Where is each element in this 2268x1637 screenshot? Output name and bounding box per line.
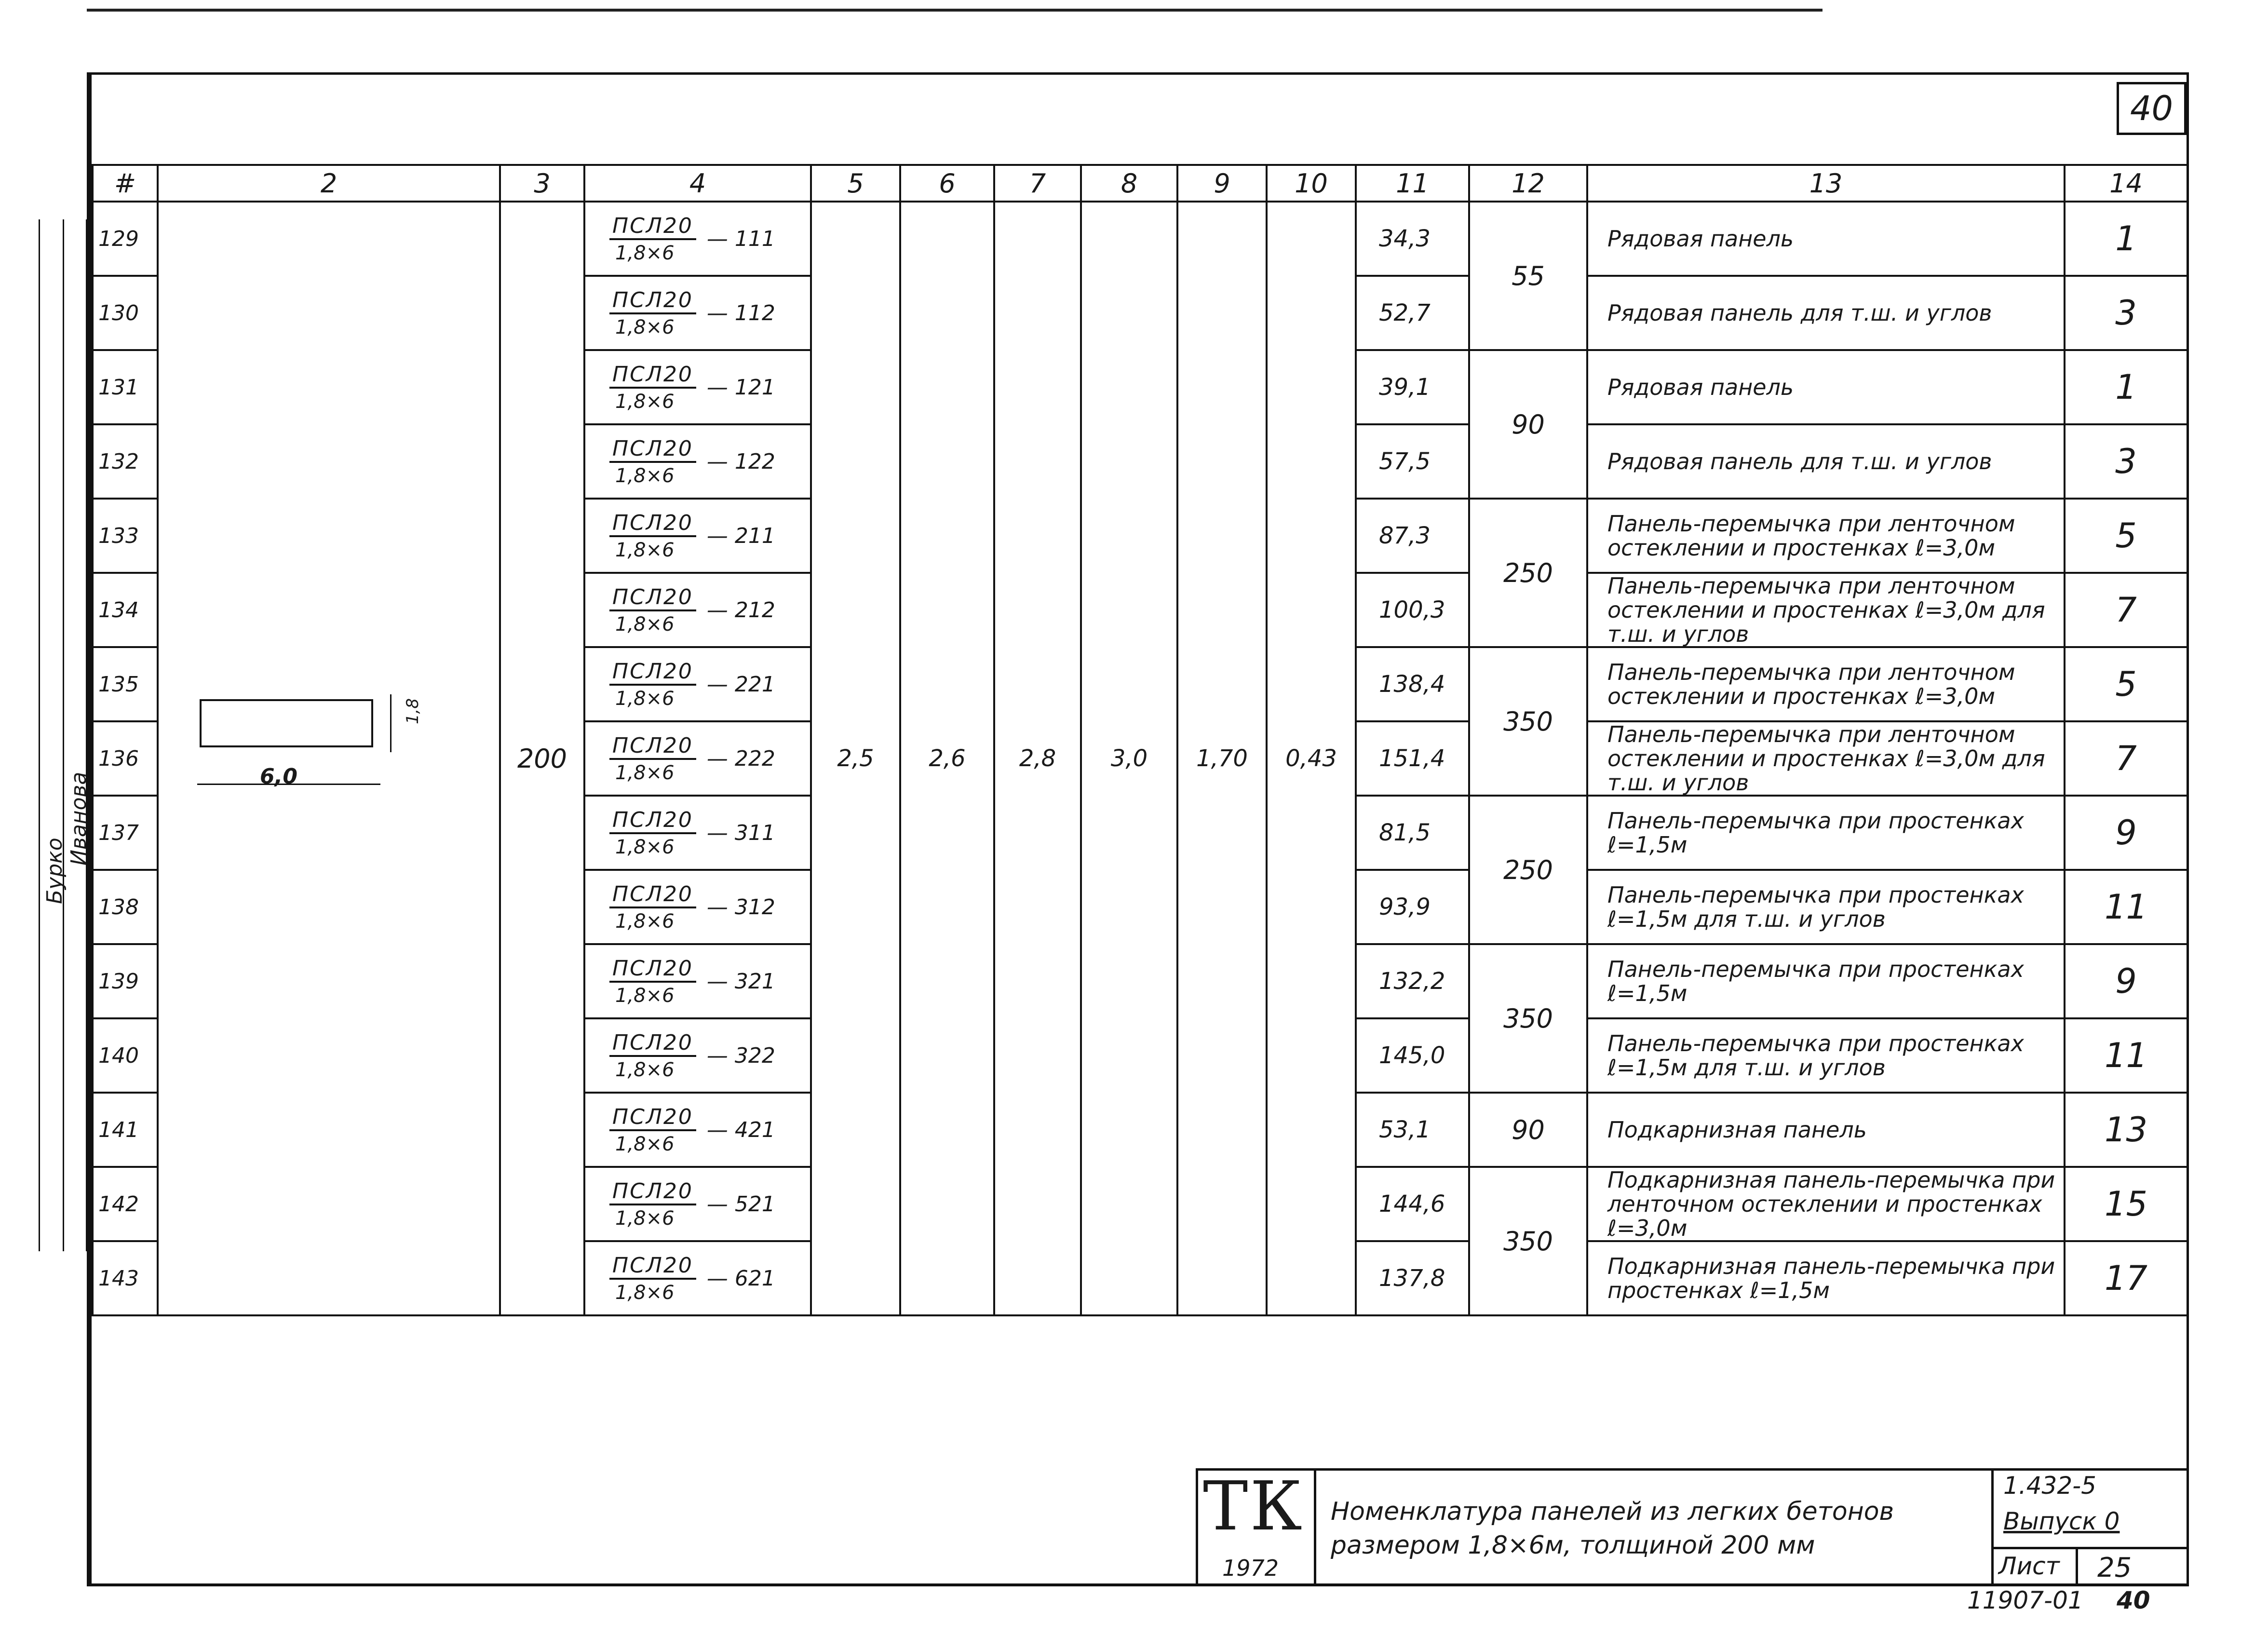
mass-value: 87,3 xyxy=(1356,499,1469,573)
mark-cell xyxy=(584,276,811,350)
mark-num: ПСЛ20 xyxy=(609,1030,696,1057)
mark-num: ПСЛ20 xyxy=(609,733,696,760)
mark-cell xyxy=(584,1241,811,1315)
mass-value: 81,5 xyxy=(1356,796,1469,870)
mark-den: 1,8×6 xyxy=(615,1281,675,1304)
sheet-ref: 7 xyxy=(2065,721,2187,796)
drawing-title: Номенклатура панелей из легких бетонов размером 1,8×6м, толщиной 200 мм xyxy=(1331,1497,1894,1560)
mark-den: 1,8×6 xyxy=(615,316,675,338)
org-code: ТК xyxy=(1203,1467,1304,1546)
stamp-divider xyxy=(39,219,40,1251)
description: Панель-перемычка при простенках ℓ=1,5м для т.ш. и углов xyxy=(1587,1018,2065,1093)
mark-cell xyxy=(584,573,811,647)
sheet-row xyxy=(1994,1547,2189,1586)
sheet-ref: 11 xyxy=(2065,870,2187,944)
mark-num: ПСЛ20 xyxy=(609,1105,696,1131)
sheet-ref: 3 xyxy=(2065,424,2187,499)
mark-code: — 212 xyxy=(706,597,775,622)
group-value: 90 xyxy=(1469,350,1587,499)
col-header: 12 xyxy=(1469,165,1587,202)
row-index: 133 xyxy=(93,499,158,573)
description: Подкарнизная панель-перемычка при ленточном остеклении и простенках ℓ=3,0м xyxy=(1587,1167,2065,1241)
mark-cell xyxy=(584,499,811,573)
org-cell xyxy=(1198,1467,1316,1584)
col7-value: 2,8 xyxy=(994,202,1081,1315)
col10-value: 0,43 xyxy=(1267,202,1356,1315)
stamp-name-1: Бурко xyxy=(42,838,67,904)
mass-value: 93,9 xyxy=(1356,870,1469,944)
mark-num: ПСЛ20 xyxy=(609,882,696,908)
mark-num: ПСЛ20 xyxy=(609,808,696,834)
thickness-cell: 200 xyxy=(500,202,584,1315)
mark-num: ПСЛ20 xyxy=(609,511,696,537)
mark-cell xyxy=(584,1167,811,1241)
row-index: 130 xyxy=(93,276,158,350)
mass-value: 34,3 xyxy=(1356,202,1469,276)
description: Рядовая панель для т.ш. и углов xyxy=(1587,424,2065,499)
panel-sketch xyxy=(158,202,500,1315)
description: Рядовая панель xyxy=(1587,202,2065,276)
group-value: 250 xyxy=(1469,796,1587,944)
mark-den: 1,8×6 xyxy=(615,836,675,858)
top-border-line xyxy=(87,9,1822,12)
row-index: 140 xyxy=(93,1018,158,1093)
row-index: 137 xyxy=(93,796,158,870)
mark-cell xyxy=(584,721,811,796)
sheet-number: 40 xyxy=(2130,89,2174,128)
mark-den: 1,8×6 xyxy=(615,687,675,710)
archive-code: 11907-01 xyxy=(1967,1586,2083,1614)
mark-code: — 421 xyxy=(706,1117,775,1142)
col-header: 3 xyxy=(500,165,584,202)
stamp-name-2: Иванова xyxy=(67,771,91,866)
mark-den: 1,8×6 xyxy=(615,1133,675,1155)
description: Рядовая панель для т.ш. и углов xyxy=(1587,276,2065,350)
group-value: 90 xyxy=(1469,1093,1587,1167)
col-header: 10 xyxy=(1267,165,1356,202)
col-header: 2 xyxy=(158,165,500,202)
row-index: 131 xyxy=(93,350,158,424)
header-row xyxy=(93,165,2187,202)
mark-num: ПСЛ20 xyxy=(609,1253,696,1280)
group-value: 350 xyxy=(1469,647,1587,796)
mark-code: — 621 xyxy=(706,1266,775,1291)
col-header: 13 xyxy=(1587,165,2065,202)
mark-code: — 521 xyxy=(706,1191,775,1217)
mark-den: 1,8×6 xyxy=(615,1058,675,1081)
mark-den: 1,8×6 xyxy=(615,984,675,1007)
group-value: 350 xyxy=(1469,944,1587,1093)
mark-den: 1,8×6 xyxy=(615,539,675,561)
row-index: 138 xyxy=(93,870,158,944)
sheet-ref: 1 xyxy=(2065,350,2187,424)
mass-value: 57,5 xyxy=(1356,424,1469,499)
row-index: 143 xyxy=(93,1241,158,1315)
mark-den: 1,8×6 xyxy=(615,761,675,784)
description: Подкарнизная панель xyxy=(1587,1093,2065,1167)
mass-value: 52,7 xyxy=(1356,276,1469,350)
row-index: 129 xyxy=(93,202,158,276)
sketch-width-dim: 6,0 xyxy=(260,764,297,789)
description: Подкарнизная панель-перемычка при простенках ℓ=1,5м xyxy=(1587,1241,2065,1315)
table-row xyxy=(93,202,2187,276)
col-header: 14 xyxy=(2065,165,2187,202)
description: Панель-перемычка при ленточном остеклении и простенках ℓ=3,0м xyxy=(1587,647,2065,721)
col-header: # xyxy=(93,165,158,202)
mark-code: — 221 xyxy=(706,672,775,697)
description: Панель-перемычка при простенках ℓ=1,5м xyxy=(1587,944,2065,1018)
col-header: 7 xyxy=(994,165,1081,202)
row-index: 136 xyxy=(93,721,158,796)
mark-code: — 111 xyxy=(706,226,775,251)
mark-num: ПСЛ20 xyxy=(609,659,696,686)
mark-den: 1,8×6 xyxy=(615,613,675,636)
mark-cell xyxy=(584,202,811,276)
mark-cell xyxy=(584,796,811,870)
mark-num: ПСЛ20 xyxy=(609,956,696,983)
mass-value: 137,8 xyxy=(1356,1241,1469,1315)
col8-value: 3,0 xyxy=(1081,202,1177,1315)
description: Панель-перемычка при ленточном остеклении и простенках ℓ=3,0м для т.ш. и углов xyxy=(1587,573,2065,647)
row-index: 139 xyxy=(93,944,158,1018)
mark-code: — 211 xyxy=(706,523,775,548)
mark-code: — 112 xyxy=(706,300,775,325)
row-index: 141 xyxy=(93,1093,158,1167)
side-stamp xyxy=(29,219,91,1251)
sketch-height-dim: 1,8 xyxy=(403,698,423,725)
mark-num: ПСЛ20 xyxy=(609,362,696,389)
sheet-number-box xyxy=(2117,82,2187,135)
col-header: 11 xyxy=(1356,165,1469,202)
mark-cell xyxy=(584,424,811,499)
description: Рядовая панель xyxy=(1587,350,2065,424)
group-value: 350 xyxy=(1469,1167,1587,1315)
description: Панель-перемычка при простенках ℓ=1,5м для т.ш. и углов xyxy=(1587,870,2065,944)
mark-cell xyxy=(584,870,811,944)
mark-code: — 121 xyxy=(706,375,775,400)
series-code: 1.432-5 xyxy=(2003,1472,2096,1500)
mark-code: — 321 xyxy=(706,969,775,994)
col5-value: 2,5 xyxy=(811,202,900,1315)
series-cell xyxy=(1991,1471,2189,1584)
mark-code: — 222 xyxy=(706,746,775,771)
sheet-ref: 1 xyxy=(2065,202,2187,276)
mark-num: ПСЛ20 xyxy=(609,214,696,240)
sheet-ref: 15 xyxy=(2065,1167,2187,1241)
page-number: 40 xyxy=(2117,1586,2150,1614)
description: Панель-перемычка при ленточном остеклении и простенках ℓ=3,0м для т.ш. и углов xyxy=(1587,721,2065,796)
mark-code: — 322 xyxy=(706,1043,775,1068)
col-header: 8 xyxy=(1081,165,1177,202)
mass-value: 145,0 xyxy=(1356,1018,1469,1093)
mark-den: 1,8×6 xyxy=(615,390,675,413)
col-header: 6 xyxy=(900,165,994,202)
sheet-ref: 3 xyxy=(2065,276,2187,350)
row-index: 132 xyxy=(93,424,158,499)
mark-code: — 122 xyxy=(706,449,775,474)
mark-den: 1,8×6 xyxy=(615,464,675,487)
mass-value: 144,6 xyxy=(1356,1167,1469,1241)
panel-outline xyxy=(200,699,373,747)
row-index: 135 xyxy=(93,647,158,721)
description: Панель-перемычка при простенках ℓ=1,5м xyxy=(1587,796,2065,870)
sheet-value: 25 xyxy=(2097,1552,2132,1583)
sheet-ref: 9 xyxy=(2065,944,2187,1018)
mass-value: 39,1 xyxy=(1356,350,1469,424)
mass-value: 53,1 xyxy=(1356,1093,1469,1167)
mark-num: ПСЛ20 xyxy=(609,288,696,314)
issue-label: Выпуск 0 xyxy=(2003,1507,2120,1535)
row-index: 142 xyxy=(93,1167,158,1241)
mark-num: ПСЛ20 xyxy=(609,1179,696,1205)
mark-num: ПСЛ20 xyxy=(609,436,696,463)
year: 1972 xyxy=(1222,1555,1279,1581)
mark-den: 1,8×6 xyxy=(615,242,675,264)
mark-cell xyxy=(584,1093,811,1167)
mark-den: 1,8×6 xyxy=(615,1207,675,1230)
mark-den: 1,8×6 xyxy=(615,910,675,933)
col-header: 9 xyxy=(1177,165,1267,202)
title-block xyxy=(1196,1468,2187,1584)
sheet-divider xyxy=(2076,1549,2078,1586)
col-header: 5 xyxy=(811,165,900,202)
sheet-label: Лист xyxy=(1998,1552,2060,1580)
mass-value: 151,4 xyxy=(1356,721,1469,796)
col9-value: 1,70 xyxy=(1177,202,1267,1315)
dim-line-vertical xyxy=(390,694,392,752)
sheet-ref: 9 xyxy=(2065,796,2187,870)
mark-cell xyxy=(584,647,811,721)
nomenclature-table xyxy=(92,164,2188,1316)
col6-value: 2,6 xyxy=(900,202,994,1315)
mark-code: — 311 xyxy=(706,820,775,845)
mark-cell xyxy=(584,1018,811,1093)
group-value: 55 xyxy=(1469,202,1587,350)
sheet-ref: 13 xyxy=(2065,1093,2187,1167)
mark-cell xyxy=(584,944,811,1018)
mass-value: 132,2 xyxy=(1356,944,1469,1018)
col-header: 4 xyxy=(584,165,811,202)
row-index: 134 xyxy=(93,573,158,647)
sheet-ref: 5 xyxy=(2065,647,2187,721)
sheet-ref: 17 xyxy=(2065,1241,2187,1315)
mass-value: 100,3 xyxy=(1356,573,1469,647)
group-value: 250 xyxy=(1469,499,1587,647)
mass-value: 138,4 xyxy=(1356,647,1469,721)
mark-cell xyxy=(584,350,811,424)
mark-code: — 312 xyxy=(706,894,775,920)
description: Панель-перемычка при ленточном остеклении и простенках ℓ=3,0м xyxy=(1587,499,2065,573)
sheet-ref: 5 xyxy=(2065,499,2187,573)
stamp-divider xyxy=(63,219,64,1251)
mark-num: ПСЛ20 xyxy=(609,585,696,611)
sheet-ref: 11 xyxy=(2065,1018,2187,1093)
sheet-ref: 7 xyxy=(2065,573,2187,647)
